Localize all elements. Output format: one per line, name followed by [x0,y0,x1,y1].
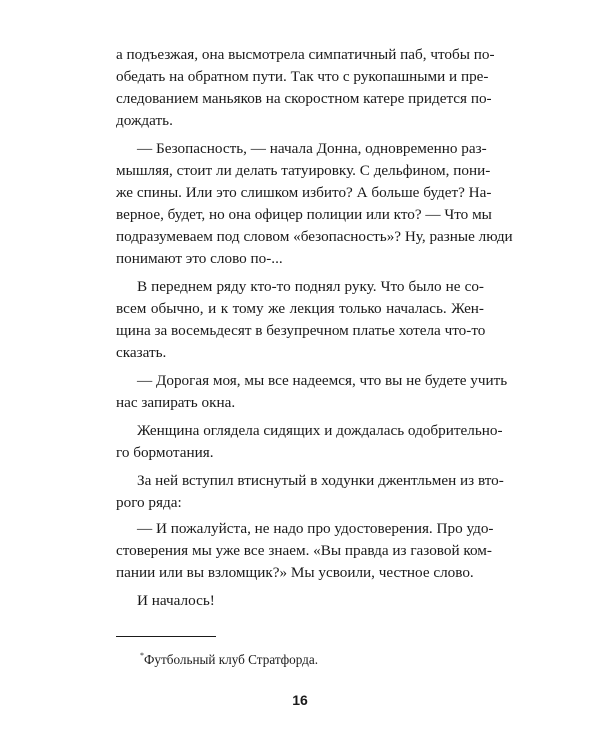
footnote-text: Футбольный клуб Стратфорда. [144,652,319,667]
text-line: а подъезжая, она высмотрела симпатичный паб, чтобы по- [116,46,495,63]
text-line: сказать. [116,344,167,361]
text-line: подразумеваем под словом «безопасность»? Ну, разные люди [116,228,513,245]
text-line: И началось! [137,592,215,609]
text-line: следованием маньяков на скоростном катере придется по- [116,90,492,107]
footnote-marker: * [140,651,144,660]
text-line: обедать на обратном пути. Так что с рукопашными и пре- [116,68,489,85]
footnote [140,650,318,670]
text-line: понимают это слово по-... [116,250,283,267]
text-line: Женщина оглядела сидящих и дождалась одобрительно- [137,422,503,439]
text-line: дождать. [116,112,173,129]
page-number: 16 [292,692,308,708]
text-line: мышляя, стоит ли делать татуировку. С дельфином, пони- [116,162,491,179]
text-line: щина за восемьдесят в безупречном платье хотела что-то [116,322,486,339]
text-line: рого ряда: [116,494,182,511]
text-line: всем обычно, и к тому же лекция только началась. Жен- [116,300,484,317]
text-line: го бормотания. [116,444,214,461]
text-line: — И пожалуйста, не надо про удостоверения. Про удо- [137,520,494,537]
text-line: же спины. Или это слишком избито? А больше будет? На- [116,184,492,201]
text-line: За ней вступил втиснутый в ходунки джентльмен из вто- [137,472,504,489]
text-line: нас запирать окна. [116,394,236,411]
text-line: верное, будет, но она офицер полиции или кто? — Что мы [116,206,492,223]
text-line: — Дорогая моя, мы все надеемся, что вы не будете учить [137,372,508,389]
footnote-divider [116,636,216,637]
text-line: пании или вы взломщик?» Мы усвоили, честное слово. [116,564,474,581]
text-line: — Безопасность, — начала Донна, одновременно раз- [137,140,487,157]
text-line: стоверения мы уже все знаем. «Вы правда из газовой ком- [116,542,492,559]
text-line: В переднем ряду кто-то поднял руку. Что было не со- [137,278,484,295]
